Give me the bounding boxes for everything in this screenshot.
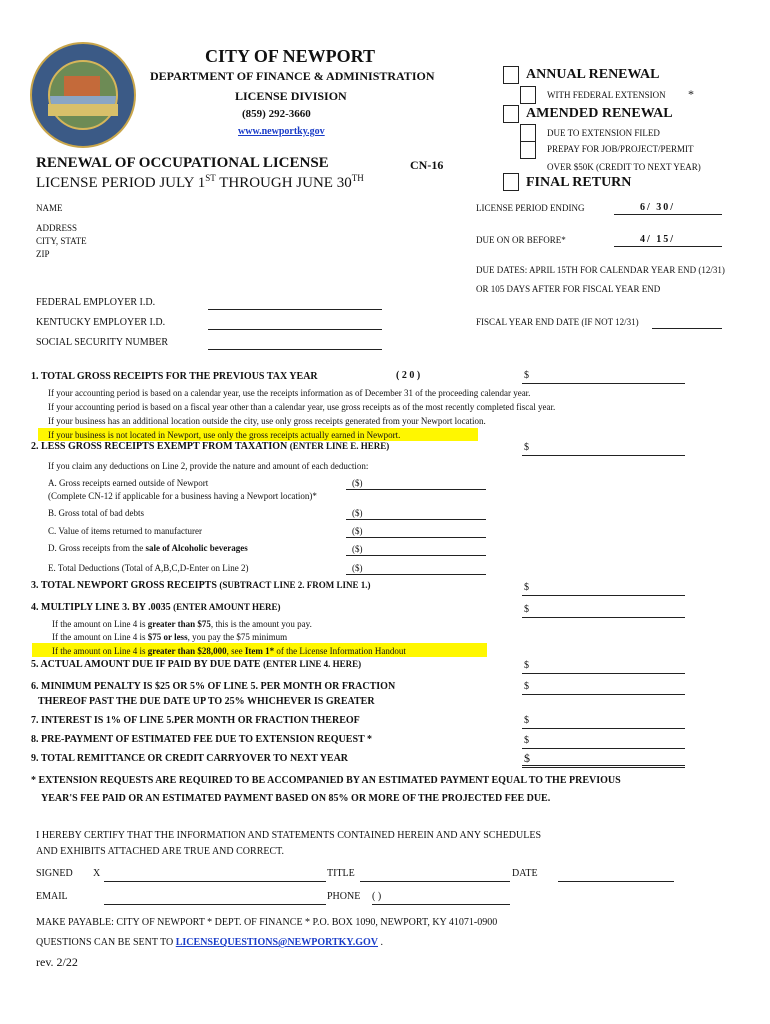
line-4-note-3-d: Item 1* xyxy=(244,646,275,656)
line-4-note-1-a: If the amount on Line 4 is xyxy=(52,619,148,629)
line-4-note-3-b: greater than $28,000 xyxy=(147,646,227,656)
line-4-note-1 xyxy=(52,619,312,629)
line-4-note-2-c: , you pay the $75 minimum xyxy=(187,632,288,642)
due-date-label: DUE ON OR BEFORE* xyxy=(476,235,566,245)
line-1-note-4: If your business is not located in Newport, use only the gross receipts actually earned in Newport. xyxy=(48,430,401,440)
email-field[interactable] xyxy=(104,904,326,905)
federal-id-field[interactable] xyxy=(208,309,382,310)
seal-center-emblem xyxy=(48,60,118,130)
line-7-amount-field[interactable] xyxy=(522,728,685,729)
deduction-b-field[interactable] xyxy=(346,519,486,520)
line-3-amount-field[interactable] xyxy=(522,595,685,596)
email-label: EMAIL xyxy=(36,891,68,902)
signed-label: SIGNED xyxy=(36,868,73,879)
signature-x: X xyxy=(93,868,101,879)
deduction-a-field[interactable] xyxy=(346,489,486,490)
line-4-note-2-a: If the amount on Line 4 is xyxy=(52,632,148,642)
revision-label: rev. 2/22 xyxy=(36,955,78,969)
line-3-text: 3. TOTAL NEWPORT GROSS RECEIPTS xyxy=(31,580,217,591)
line-2-dollar: $ xyxy=(524,442,529,453)
due-date-line xyxy=(614,246,722,247)
name-label: NAME xyxy=(36,203,63,213)
line-2-text: 2. LESS GROSS RECEIPTS EXEMPT FROM TAXATION xyxy=(31,441,288,452)
line-1-label: 1. TOTAL GROSS RECEIPTS FOR THE PREVIOUS TAX YEAR xyxy=(31,371,318,382)
line-8-dollar: $ xyxy=(524,735,529,746)
line-9-dollar: $ xyxy=(524,751,530,765)
line-4-sub: (ENTER AMOUNT HERE) xyxy=(173,602,281,612)
federal-id-label: FEDERAL EMPLOYER I.D. xyxy=(36,297,156,308)
extension-asterisk: * xyxy=(688,87,694,101)
federal-extension-checkbox[interactable] xyxy=(520,86,536,104)
amended-renewal-label: AMENDED RENEWAL xyxy=(526,106,673,121)
seal-building-icon xyxy=(64,76,100,96)
license-period-sup-st: ST xyxy=(205,173,216,183)
line-8-amount-field[interactable] xyxy=(522,748,685,749)
questions-text: QUESTIONS CAN BE SENT TO xyxy=(36,937,176,948)
title-label: TITLE xyxy=(327,868,355,879)
federal-extension-label: WITH FEDERAL EXTENSION xyxy=(547,90,666,100)
fiscal-year-field[interactable] xyxy=(652,328,722,329)
deduction-d-dollar: ($) xyxy=(352,544,363,554)
line-2-amount-field[interactable] xyxy=(522,455,685,456)
deduction-c-field[interactable] xyxy=(346,537,486,538)
signature-field[interactable] xyxy=(104,881,326,882)
license-period-sup-th: TH xyxy=(351,173,364,183)
license-period xyxy=(36,173,364,192)
line-8-label: 8. PRE-PAYMENT OF ESTIMATED FEE DUE TO EXTENSION REQUEST * xyxy=(31,734,372,745)
address-label: ADDRESS xyxy=(36,223,78,233)
deduction-d-bold: sale of Alcoholic beverages xyxy=(145,543,248,553)
deduction-a-label: A. Gross receipts earned outside of Newport xyxy=(48,478,209,488)
line-7-dollar: $ xyxy=(524,715,529,726)
deduction-c-dollar: ($) xyxy=(352,526,363,536)
line-4-note-1-c: , this is the amount you pay. xyxy=(210,619,312,629)
phone-label: PHONE xyxy=(327,891,361,902)
due-date-value: 4/ 15/ xyxy=(640,234,676,245)
questions-period: . xyxy=(378,937,383,948)
division-name: LICENSE DIVISION xyxy=(235,89,347,103)
extension-note-2: YEAR'S FEE PAID OR AN ESTIMATED PAYMENT BASED ON 85% OR MORE OF THE PROJECTED FEE DUE. xyxy=(41,793,551,804)
questions-email-link[interactable]: LICENSEQUESTIONS@NEWPORTKY.GOV xyxy=(175,937,378,948)
line-7-label: 7. INTEREST IS 1% OF LINE 5.PER MONTH OR FRACTION THEREOF xyxy=(31,715,360,726)
division-phone: (859) 292-3660 xyxy=(242,108,311,120)
line-4-note-1-b: greater than $75 xyxy=(147,619,211,629)
line-9-label: 9. TOTAL REMITTANCE OR CREDIT CARRYOVER TO NEXT YEAR xyxy=(31,753,349,764)
line-4-dollar: $ xyxy=(524,604,529,615)
line-2-note: If you claim any deductions on Line 2, provide the nature and amount of each deduction: xyxy=(48,461,369,471)
line-2-label xyxy=(31,441,389,452)
line-4-note-2 xyxy=(52,632,287,642)
line-6-label-2: THEREOF PAST THE DUE DATE UP TO 25% WHICHEVER IS GREATER xyxy=(38,696,375,707)
questions-line xyxy=(36,937,383,948)
line-6-amount-field[interactable] xyxy=(522,694,685,695)
ssn-label: SOCIAL SECURITY NUMBER xyxy=(36,337,169,348)
line-4-note-3-a: If the amount on Line 4 is xyxy=(52,646,148,656)
certification-line-2: AND EXHIBITS ATTACHED ARE TRUE AND CORRECT. xyxy=(36,846,285,857)
city-state-label: CITY, STATE xyxy=(36,236,87,246)
kentucky-id-field[interactable] xyxy=(208,329,382,330)
phone-field[interactable] xyxy=(372,904,510,905)
line-2-sub: (ENTER LINE E. HERE) xyxy=(289,441,390,451)
line-5-label xyxy=(31,659,361,670)
kentucky-id-label: KENTUCKY EMPLOYER I.D. xyxy=(36,317,166,328)
deduction-e-field[interactable] xyxy=(346,574,486,575)
title-field[interactable] xyxy=(360,881,510,882)
line-4-text: 4. MULTIPLY LINE 3. BY .0035 xyxy=(31,602,171,613)
prepay-label: PREPAY FOR JOB/PROJECT/PERMIT xyxy=(547,144,694,154)
date-field[interactable] xyxy=(558,881,674,882)
date-label: DATE xyxy=(512,868,538,879)
period-ending-line xyxy=(614,214,722,215)
license-period-end: THROUGH JUNE 30 xyxy=(215,175,352,191)
period-ending-label: LICENSE PERIOD ENDING xyxy=(476,203,585,213)
deduction-e-dollar: ($) xyxy=(352,563,363,573)
deduction-c-label: C. Value of items returned to manufacturer xyxy=(48,526,203,536)
line-5-sub: (ENTER LINE 4. HERE) xyxy=(263,659,362,669)
deduction-b-dollar: ($) xyxy=(352,508,363,518)
line-4-note-2-b: $75 or less xyxy=(147,632,188,642)
deduction-a-dollar: ($) xyxy=(352,478,363,488)
over-50k-label: OVER $50K (CREDIT TO NEXT YEAR) xyxy=(547,162,701,172)
line-3-sub: (SUBTRACT LINE 2. FROM LINE 1.) xyxy=(219,580,371,590)
line-3-label xyxy=(31,580,371,591)
line-6-dollar: $ xyxy=(524,681,529,692)
line-5-dollar: $ xyxy=(524,660,529,671)
due-dates-note-2: OR 105 DAYS AFTER FOR FISCAL YEAR END xyxy=(476,284,661,294)
period-ending-value: 6/ 30/ xyxy=(640,202,676,213)
final-return-checkbox[interactable] xyxy=(503,173,519,191)
line-1-year: ( 2 0 ) xyxy=(396,370,421,381)
fiscal-year-label: FISCAL YEAR END DATE (IF NOT 12/31) xyxy=(476,317,639,327)
due-to-extension-label: DUE TO EXTENSION FILED xyxy=(547,128,660,138)
line-1-note-3: If your business has an additional location outside the city, use only gross receipts generated from your Newport location. xyxy=(48,416,486,426)
form-code: CN-16 xyxy=(410,158,444,172)
line-1-note-1: If your accounting period is based on a calendar year, use the receipts information as of December 31 of the proceeding calendar year. xyxy=(48,388,531,398)
prepay-checkbox[interactable] xyxy=(520,141,536,159)
ssn-field[interactable] xyxy=(208,349,382,350)
deduction-d-field[interactable] xyxy=(346,555,486,556)
city-seal-logo xyxy=(30,42,136,148)
certification-line-1: I HEREBY CERTIFY THAT THE INFORMATION AND STATEMENTS CONTAINED HEREIN AND ANY SCHEDULES xyxy=(36,830,542,841)
form-title: RENEWAL OF OCCUPATIONAL LICENSE xyxy=(36,155,329,171)
phone-parens: ( ) xyxy=(372,891,382,902)
deduction-e-label: E. Total Deductions (Total of A,B,C,D-Enter on Line 2) xyxy=(48,563,249,573)
line-5-amount-field[interactable] xyxy=(522,673,685,674)
extension-note-1: * EXTENSION REQUESTS ARE REQUIRED TO BE ACCOMPANIED BY AN ESTIMATED PAYMENT EQUAL TO THE PREVIOUS xyxy=(31,775,621,786)
zip-label: ZIP xyxy=(36,249,50,259)
line-4-label xyxy=(31,602,281,613)
deduction-a-sub: (Complete CN-12 if applicable for a business having a Newport location)* xyxy=(48,491,317,501)
line-6-label-1: 6. MINIMUM PENALTY IS $25 OR 5% OF LINE 5. PER MONTH OR FRACTION xyxy=(31,681,396,692)
line-1-amount-field[interactable] xyxy=(522,383,685,384)
due-to-extension-checkbox[interactable] xyxy=(520,124,536,142)
line-1-dollar: $ xyxy=(524,370,529,381)
deduction-d-label xyxy=(48,543,248,553)
final-return-label: FINAL RETURN xyxy=(526,175,632,190)
payable-line: MAKE PAYABLE: CITY OF NEWPORT * DEPT. OF FINANCE * P.O. BOX 1090, NEWPORT, KY 41071-0900 xyxy=(36,917,498,928)
line-4-note-3-c: , see xyxy=(226,646,245,656)
line-4-note-3-e: of the License Information Handout xyxy=(274,646,406,656)
annual-renewal-checkbox[interactable] xyxy=(503,66,519,84)
line-1-note-2: If your accounting period is based on a fiscal year other than a calendar year, use gross receipts as of the most recently completed fiscal year. xyxy=(48,402,556,412)
city-title: CITY OF NEWPORT xyxy=(205,46,376,66)
website-link[interactable]: www.newportky.gov xyxy=(238,126,325,137)
annual-renewal-label: ANNUAL RENEWAL xyxy=(526,67,660,82)
line-3-dollar: $ xyxy=(524,582,529,593)
deduction-b-label: B. Gross total of bad debts xyxy=(48,508,144,518)
line-4-note-3 xyxy=(52,646,406,656)
department-name: DEPARTMENT OF FINANCE & ADMINISTRATION xyxy=(150,69,435,83)
amended-renewal-checkbox[interactable] xyxy=(503,105,519,123)
license-period-start: LICENSE PERIOD JULY 1 xyxy=(36,175,206,191)
deduction-d-text: D. Gross receipts from the xyxy=(48,543,146,553)
line-5-text: 5. ACTUAL AMOUNT DUE IF PAID BY DUE DATE xyxy=(31,659,261,670)
due-dates-note-1: DUE DATES: APRIL 15TH FOR CALENDAR YEAR END (12/31) xyxy=(476,265,725,275)
line-4-amount-field[interactable] xyxy=(522,617,685,618)
seal-ribbon xyxy=(48,104,118,116)
line-9-amount-field[interactable] xyxy=(522,765,685,768)
